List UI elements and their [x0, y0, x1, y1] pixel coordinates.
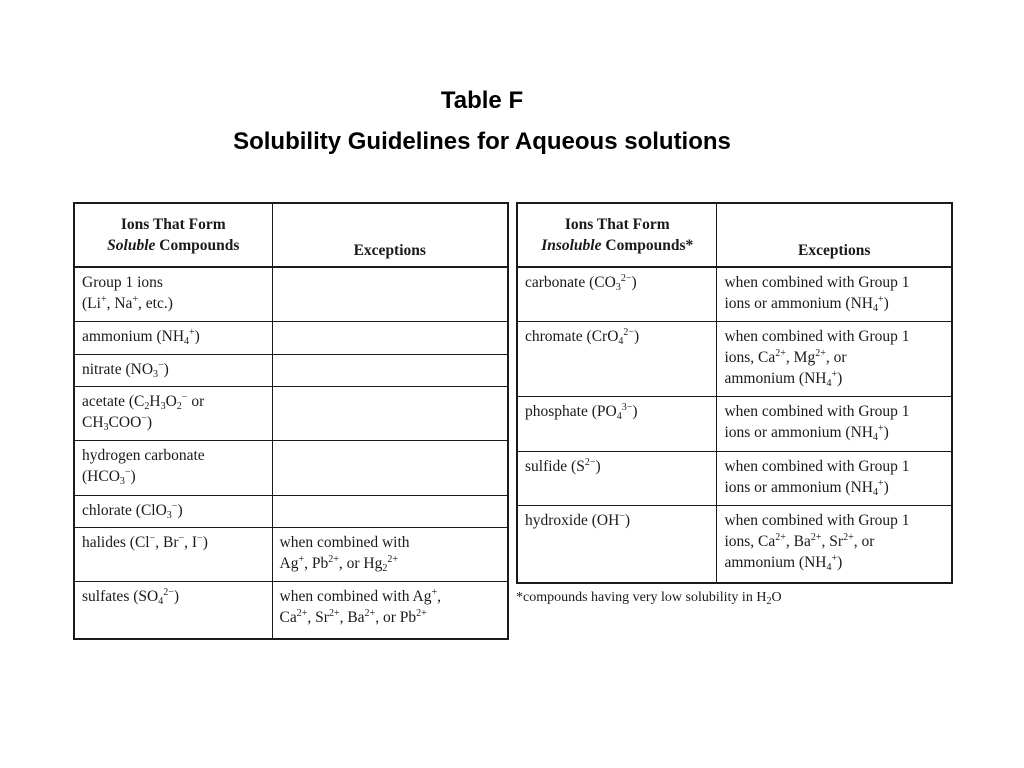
soluble-exceptions-header: Exceptions — [272, 203, 508, 267]
exception-cell — [272, 495, 508, 527]
ion-cell: Group 1 ions (Li+, Na+, etc.) — [74, 267, 272, 321]
table-row — [74, 321, 508, 354]
soluble-header-row — [74, 203, 508, 267]
ion-cell: chlorate (ClO$_3$−) — [74, 495, 272, 527]
ion-cell: ammonium $(NH_4^+)$ — [74, 321, 272, 354]
exception-cell — [272, 354, 508, 386]
table-row — [74, 527, 508, 581]
table-row — [517, 267, 952, 321]
table-row — [74, 386, 508, 440]
ion-cell: sulfates $(SO_4^{2-})$ — [74, 581, 272, 639]
title-line-2: Solubility Guidelines for Aqueous solutions — [233, 128, 731, 155]
table-row — [74, 495, 508, 527]
table-row — [74, 267, 508, 321]
exception-cell — [272, 267, 508, 321]
ion-cell: hydrogen carbonate $(HCO_3^-)$ — [74, 440, 272, 495]
insoluble-header-row — [517, 203, 952, 267]
exception-cell: when combined with Group 1 ions, $Ca^{2+}$, $Mg^{2+}$, or ammonium $(NH_4^+)$ — [717, 321, 952, 396]
exception-cell: when combined with Ag+, $Ca^{2+}$, $Sr^{2+}$, $Ba^{2+}$, or $Pb^{2+}$ — [272, 581, 508, 639]
title-line-1: Table F — [440, 87, 524, 114]
table-row — [517, 505, 952, 583]
page-title — [0, 86, 964, 156]
footnote: *compounds having very low solubility in $H_2O$ — [516, 590, 782, 607]
ion-cell: halides (Cl−, Br−, I−) — [74, 527, 272, 581]
soluble-ions-table — [73, 202, 509, 640]
table-row — [74, 354, 508, 386]
ion-cell: sulfide $(S^{2-})$ — [517, 451, 717, 505]
table-row — [517, 396, 952, 451]
insoluble-exceptions-header: Exceptions — [717, 203, 952, 267]
exception-cell: when combined with Group 1 ions, $Ca^{2+}$, $Ba^{2+}$, $Sr^{2+}$, or ammonium $(NH_4^+)$ — [717, 505, 952, 583]
ion-cell: phosphate $(PO_4^{3-})$ — [517, 396, 717, 451]
table-row — [74, 581, 508, 639]
exception-cell — [272, 386, 508, 440]
insoluble-ions-table — [516, 202, 953, 584]
exception-cell — [272, 440, 508, 495]
soluble-ions-header: Ions That Form Soluble Compounds — [74, 203, 272, 267]
insoluble-ions-header: Ions That Form Insoluble Compounds* — [517, 203, 717, 267]
ion-cell: acetate ($C_2H_3O_2^-$ or $CH_3COO^-$) — [74, 386, 272, 440]
exception-cell: when combined with Group 1 ions or ammonium $(NH_4^+)$ — [717, 451, 952, 505]
exception-cell: when combined with Group 1 ions or ammonium $(NH_4^+)$ — [717, 396, 952, 451]
table-row — [517, 321, 952, 396]
exception-cell: when combined with Ag+, $Pb^{2+}$, or $Hg_2^{2+}$ — [272, 527, 508, 581]
table-row — [517, 451, 952, 505]
exception-cell: when combined with Group 1 ions or ammonium $(NH_4^+)$ — [717, 267, 952, 321]
ion-cell: chromate (CrO$_4^{2-}$) — [517, 321, 717, 396]
ion-cell: hydroxide (OH−) — [517, 505, 717, 583]
ion-cell: carbonate $(CO_3^{2-})$ — [517, 267, 717, 321]
exception-cell — [272, 321, 508, 354]
ion-cell: nitrate $(NO_3^-)$ — [74, 354, 272, 386]
table-row — [74, 440, 508, 495]
